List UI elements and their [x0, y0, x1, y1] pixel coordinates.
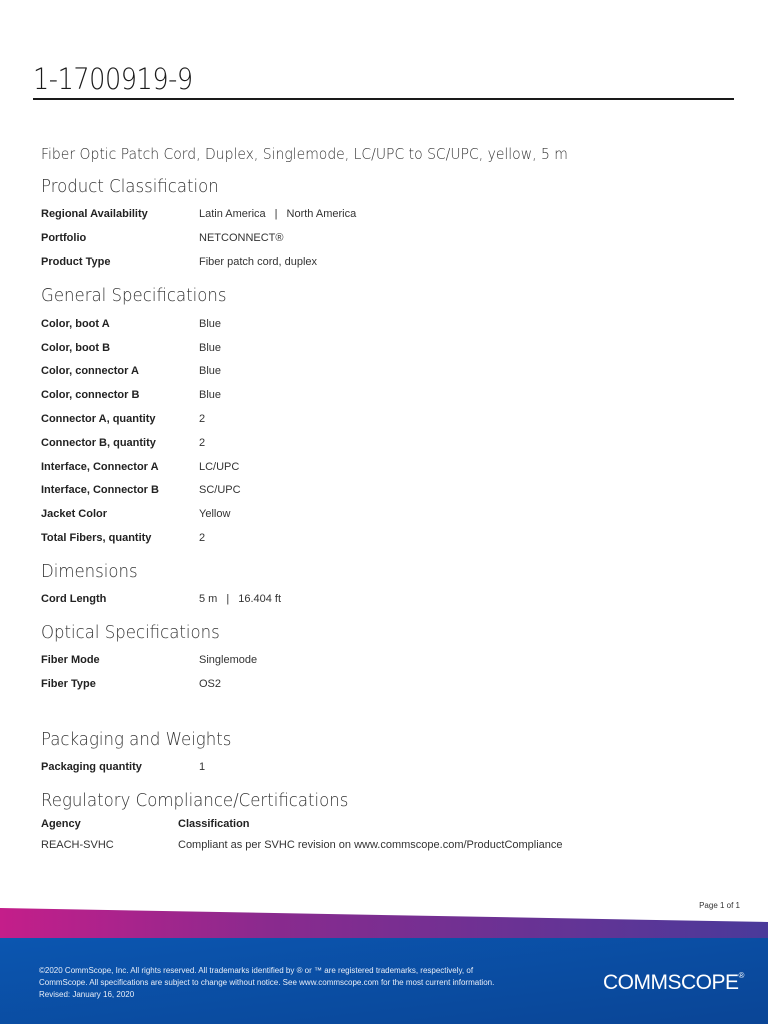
- spec-value: Blue: [199, 318, 222, 330]
- regulatory-agency-cell: REACH-SVHC: [41, 839, 114, 851]
- regulatory-header-agency: Agency: [41, 818, 81, 830]
- regulatory-classification-cell: Compliant as per SVHC revision on www.commscope.com/ProductCompliance: [178, 839, 563, 851]
- spec-value: Singlemode: [199, 654, 258, 666]
- title-divider: [33, 98, 734, 100]
- regulatory-header-classification: Classification: [178, 818, 250, 830]
- section-title-product-classification: Product Classification: [41, 176, 219, 197]
- spec-value: LC/UPC: [199, 461, 240, 473]
- spec-label: Product Type: [41, 256, 111, 268]
- spec-value: 5 m | 16.404 ft: [199, 593, 282, 605]
- section-title-regulatory: Regulatory Compliance/Certifications: [41, 790, 349, 811]
- spec-label: Cord Length: [41, 593, 107, 605]
- spec-label: Interface, Connector B: [41, 484, 159, 496]
- section-title-packaging: Packaging and Weights: [41, 729, 232, 750]
- product-description: Fiber Optic Patch Cord, Duplex, Singlemode, LC/UPC to SC/UPC, yellow, 5 m: [41, 145, 568, 163]
- spec-value: 2: [199, 413, 206, 425]
- spec-label: Fiber Type: [41, 678, 96, 690]
- spec-value: Blue: [199, 365, 222, 377]
- section-title-general-specifications: General Specifications: [41, 285, 227, 306]
- spec-label: Portfolio: [41, 232, 87, 244]
- spec-value: Blue: [199, 342, 222, 354]
- spec-label: Connector A, quantity: [41, 413, 156, 425]
- spec-value: Blue: [199, 389, 222, 401]
- spec-label: Color, boot A: [41, 318, 110, 330]
- spec-label: Fiber Mode: [41, 654, 100, 666]
- spec-value: SC/UPC: [199, 484, 241, 496]
- spec-value: 1: [199, 761, 206, 773]
- spec-label: Color, connector B: [41, 389, 140, 401]
- commscope-logo: COMMSCOPE®: [603, 971, 744, 994]
- spec-label: Regional Availability: [41, 208, 148, 220]
- spec-value: Fiber patch cord, duplex: [199, 256, 318, 268]
- page-number: Page 1 of 1: [699, 901, 740, 910]
- spec-label: Total Fibers, quantity: [41, 532, 152, 544]
- section-title-dimensions: Dimensions: [41, 561, 138, 582]
- spec-label: Jacket Color: [41, 508, 108, 520]
- spec-value: 2: [199, 532, 206, 544]
- section-title-optical-specifications: Optical Specifications: [41, 622, 220, 643]
- spec-label: Interface, Connector A: [41, 461, 159, 473]
- spec-value: Yellow: [199, 508, 231, 520]
- spec-label: Color, connector A: [41, 365, 139, 377]
- footer-legal-text: ©2020 CommScope, Inc. All rights reserved. All trademarks identified by ® or ™ are registered trademarks, respectively, of CommScope. All specifications are subject to change without notice. See www.commscope.com for the most current information. Revised: January 16, 2020: [39, 966, 495, 999]
- spec-label: Connector B, quantity: [41, 437, 156, 449]
- spec-value: OS2: [199, 678, 222, 690]
- spec-label: Packaging quantity: [41, 761, 142, 773]
- spec-value: Latin America | North America: [199, 208, 357, 220]
- part-number: 1-1700919-9: [33, 62, 193, 96]
- spec-value: 2: [199, 437, 206, 449]
- spec-label: Color, boot B: [41, 342, 111, 354]
- spec-value: NETCONNECT®: [199, 232, 284, 244]
